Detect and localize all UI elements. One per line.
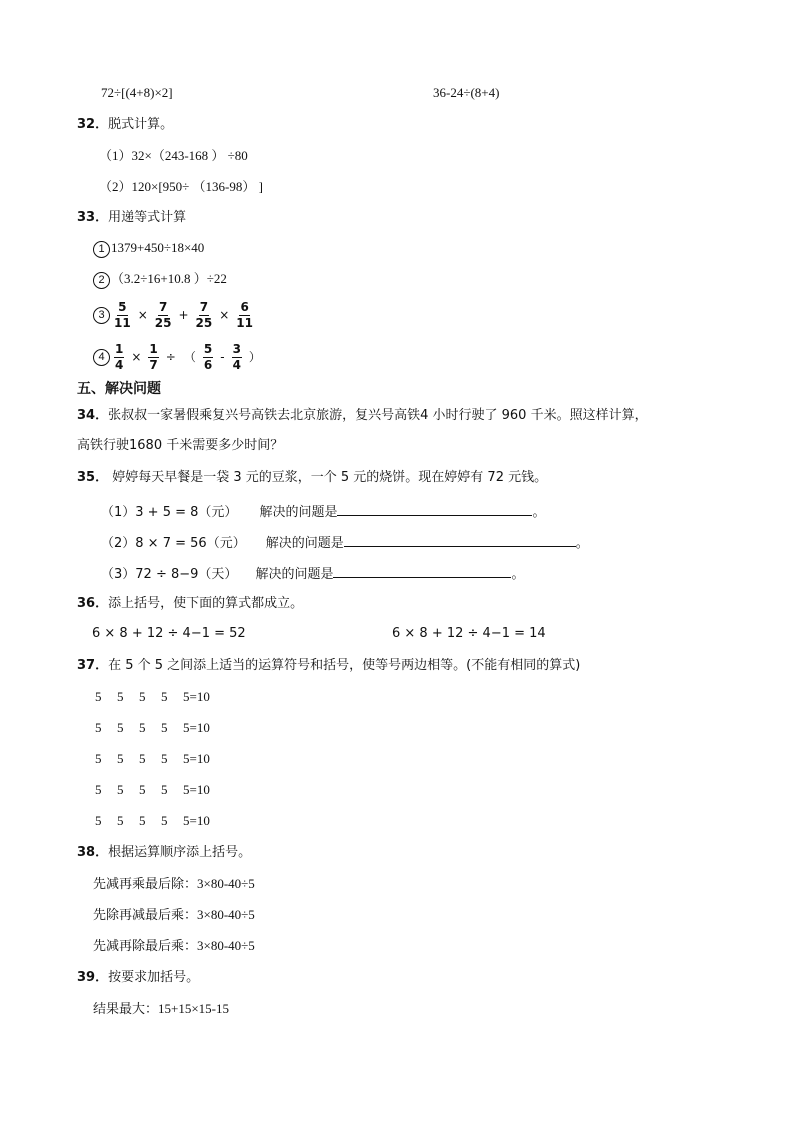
q35-item-2: （2）8 × 7 = 56（元） 解决的问题是 。 [101, 532, 589, 553]
q33-item-1 [93, 239, 204, 258]
question-39 [77, 969, 199, 987]
question-number: 35． [77, 470, 109, 485]
circled-number: 2 [93, 272, 110, 289]
fives-row-3: 5 5 5 5 5=10 [95, 751, 210, 766]
circled-number: 1 [93, 241, 110, 258]
fraction: $\frac{5}{6}$ [203, 341, 213, 372]
q35-item-3: （3）72 ÷ 8−9（天） 解决的问题是 。 [101, 563, 524, 584]
fraction: $\frac{1}{7}$ [149, 341, 158, 372]
q38-item-2: 先除再减最后乘：3×80-40÷5 [93, 907, 255, 923]
question-33 [77, 209, 186, 227]
q38-item-3: 先减再除最后乘：3×80-40÷5 [93, 938, 255, 954]
question-stem: 婷婷每天早餐是一袋 3 元的豆浆，一个 5 元的烧饼。现在婷婷有 72 元钱。 [108, 470, 548, 485]
question-title: 根据运算顺序添上括号。 [108, 845, 252, 860]
question-title: 按要求加括号。 [108, 970, 200, 985]
fraction: $\frac{5}{11}$ [114, 299, 131, 330]
expression: （3.2÷16+10.8 ）÷22 [111, 271, 227, 286]
section-heading: 五、解决问题 [77, 381, 161, 397]
question-text-line-1: 张叔叔一家暑假乘复兴号高铁去北京旅游，复兴号高铁4 小时行驶了 960 千米。照这样计算， [108, 408, 648, 423]
fives-row-5: 5 5 5 5 5=10 [95, 813, 210, 828]
q32-item-2: （2）120×[950÷ （136-98） ] [99, 179, 263, 194]
equation-1: 6 × 8 + 12 ÷ 4−1 = 52 [92, 626, 246, 641]
q38-item-1: 先减再乘最后除：3×80-40÷5 [93, 876, 255, 892]
question-title: 添上括号，使下面的算式都成立。 [108, 596, 304, 611]
math-expression: 3 + 5 = 8 [135, 505, 199, 520]
answer-blank[interactable] [337, 501, 532, 516]
equation-2: 6 × 8 + 12 ÷ 4−1 = 14 [392, 626, 546, 641]
math-expression: 72 ÷ 8−9 [135, 567, 199, 582]
question-number: 36． [77, 596, 109, 611]
question-number: 33． [77, 210, 109, 225]
fraction: $\frac{7}{25}$ [154, 299, 172, 330]
question-34-line-2: 高铁行驶1680 千米需要多少时间？ [77, 438, 284, 453]
expr-right: 36-24÷(8+4) [433, 85, 500, 100]
question-title: 脱式计算。 [108, 117, 174, 132]
fraction: $\frac{7}{25}$ [195, 299, 213, 330]
q39-item-1: 结果最大：15+15×15-15 [93, 1001, 230, 1017]
q33-item-2 [93, 270, 227, 289]
circled-number: 4 [93, 349, 110, 366]
answer-blank[interactable] [333, 563, 511, 578]
question-number: 34． [77, 408, 109, 423]
question-36 [77, 595, 303, 613]
fives-row-2: 5 5 5 5 5=10 [95, 720, 210, 735]
question-number: 38． [77, 845, 109, 860]
fives-row-1: 5 5 5 5 5=10 [95, 689, 210, 704]
question-38 [77, 844, 251, 862]
fraction: $\frac{3}{4}$ [232, 341, 241, 372]
fraction: $\frac{1}{4}$ [115, 341, 124, 372]
question-title: 在 5 个 5 之间添上适当的运算符号和括号，使等号两边相等。(不能有相同的算式) [108, 658, 581, 673]
question-35 [77, 469, 547, 487]
q32-item-1: （1）32×（243-168 ） ÷80 [99, 148, 248, 163]
q33-item-4: 4 $\frac{1}{4}$ × $\frac{1}{7}$ ÷ （ $\frac{5}{6}$ - $\frac{3}{4}$ ） [93, 340, 265, 375]
question-37 [77, 657, 580, 675]
question-number: 32． [77, 117, 109, 132]
question-number: 37． [77, 658, 109, 673]
fraction: $\frac{6}{11}$ [236, 299, 253, 330]
q33-item-3: 3 $\frac{5}{11}$ × $\frac{7}{25}$ + $\frac{7}{25}$ × $\frac{6}{11}$ [93, 298, 256, 333]
circled-number: 3 [93, 307, 110, 324]
question-32 [77, 116, 173, 134]
question-title: 用递等式计算 [108, 210, 187, 225]
fives-row-4: 5 5 5 5 5=10 [95, 782, 210, 797]
question-number: 39． [77, 970, 109, 985]
answer-blank[interactable] [344, 532, 576, 547]
question-34 [77, 407, 648, 425]
math-expression: 8 × 7 = 56 [135, 536, 207, 551]
expression: 1379+450÷18×40 [111, 240, 205, 255]
expr-left: 72÷[(4+8)×2] [101, 85, 173, 100]
q35-item-1: （1）3 + 5 = 8（元） 解决的问题是 。 [101, 501, 545, 522]
